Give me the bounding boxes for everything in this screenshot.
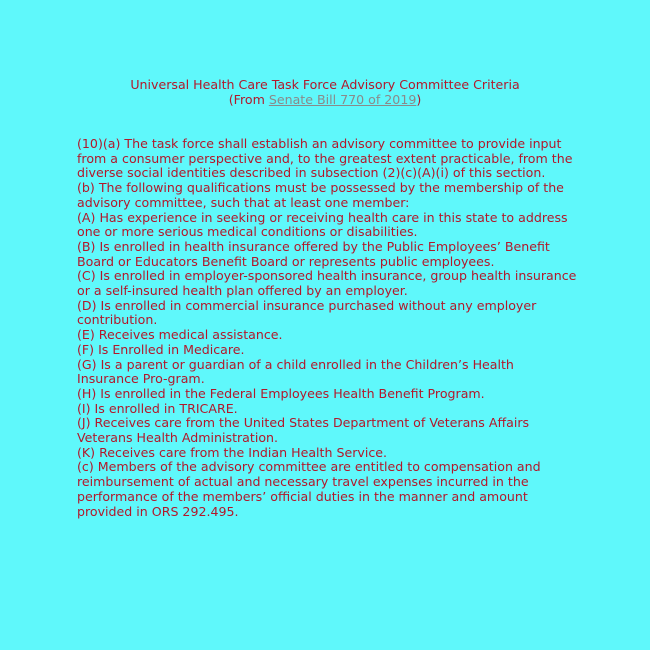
paragraph-H: (H) Is enrolled in the Federal Employees Health Benefit Program. xyxy=(77,385,485,401)
paragraph-D: (D) Is enrolled in commercial insurance purchased without any employer contribution. xyxy=(77,297,537,328)
paragraph-b: (b) The following qualifications must be possessed by the membership of the advisory committee, such that at least one member: xyxy=(77,180,564,210)
paragraph-c: (c) Members of the advisory committee are entitled to compensation and reimbursement of actual and necessary travel expenses incurred in the performance of the members’ official duties in the manner and amount provided in ORS 292.495. xyxy=(77,459,541,519)
paragraph-G: (G) Is a parent or guardian of a child enrolled in the Children’s Health Insurance Pro-gram. xyxy=(77,356,514,387)
paragraph-E: (E) Receives medical assistance. xyxy=(77,327,283,343)
source-line xyxy=(0,92,650,107)
source-suffix: ) xyxy=(416,92,422,107)
source-prefix: (From xyxy=(228,92,269,107)
paragraph-F: (F) Is Enrolled in Medicare. xyxy=(77,341,245,357)
paragraph-10a: (10)(a) The task force shall establish an advisory committee to provide input from a consumer perspective and, to the greatest extent practicable, from the diverse social identities described in subsection (2)(c)(A)(i) of this section. xyxy=(77,136,573,181)
document-header xyxy=(0,77,650,107)
paragraph-J: (J) Receives care from the United States Department of Veterans Affairs Veterans Health Administration. xyxy=(77,415,530,446)
paragraph-I: (I) Is enrolled in TRICARE. xyxy=(77,400,238,416)
document-body xyxy=(77,137,577,519)
paragraph-A: (A) Has experience in seeking or receiving health care in this state to address one or more serious medical conditions or disabilities. xyxy=(77,209,568,240)
paragraph-K: (K) Receives care from the Indian Health Service. xyxy=(77,444,388,460)
document-title: Universal Health Care Task Force Advisory Committee Criteria xyxy=(130,77,520,92)
paragraph-C: (C) Is enrolled in employer-sponsored health insurance, group health insurance or a self-insured health plan offered by an employer. xyxy=(77,268,577,299)
senate-bill-link[interactable]: Senate Bill 770 of 2019 xyxy=(268,92,417,107)
paragraph-B: (B) Is enrolled in health insurance offered by the Public Employees’ Benefit Board or Educators Benefit Board or represents public employees. xyxy=(77,238,550,269)
